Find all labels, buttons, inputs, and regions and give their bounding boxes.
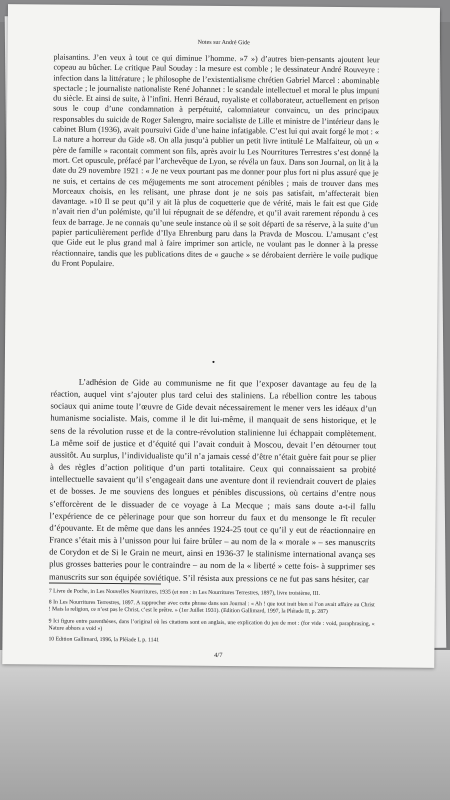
document-page — [2, 4, 440, 668]
paragraph-1-text: plaisantins. J’en veux à tout ce qui diminue l’homme. »7 ») d’autres bien-pensants ajoutent leur copeau au bûcher. Le critique Paul Souday : la mesure est comble ; le dessinateur André Rouveyre : infection dans la littérature ; le philosophe de l’existentialisme chrétien Gabriel Marcel : abominable spectacle ; le journaliste nationaliste René Johannet : le scandale intellectuel et moral le plus impuni du siècle. Et ainsi de suite, à l’infini. Henri Béraud, royaliste et collaborateur, actuellement en prison sous le coup d’une condamnation à perpétuité, calomniateur convaincu, un des principaux responsables du suicide de Roger Salengro, maire socialiste de Lille et ministre de l’intérieur dans le cabinet Blum (1936), avait poursuivi Gide d’une haine infatigable. C’est lui qui avait forgé le mot : « La nature a horreur du Gide »8. On alla jusqu’à publier un petit livre intitulé Le Malfaiteur, où un « père de famille » racontait comment son fils, après avoir lu Les Nourritures Terrestres s’est donné la mort. Cet opuscule, préfacé par l’archevêque de Lyon, se révéla un faux. Dans son Journal, on lit à la date du 29 novembre 1921 : « Je ne veux pourtant pas me donner pour plus fort ni plus assuré que je ne suis, et certains de ces méjugements me sont atrocement pénibles ; mais de trouver dans mes Morceaux choisis, en les relisant, une phrase dont je ne sois pas satisfait, m’affecterait bien davantage. »10 Il se peut qu’il y ait là plus de coquetterie que de vérité, mais le fait est que Gide n’avait rien d’un polémiste, qu’il lui répugnait de se défendre, et qu’il avait rarement répondu à ces feux de barrage. Je ne connais qu’une seule instance où il se soit départi de sa réserve, à la suite d’un papier particulièrement perfide d’Ilya Ehrenburg paru dans la Pravda de Moscou. L’amusant c’est que Gide eut le plus grand mal à faire imprimer son article, ne voulant pas le donner à la presse réactionnaire, tandis que les publications dites de « gauche » se dérobaient derrière le voile pudique du Front Populaire. — [51, 52, 380, 268]
paragraph-2 — [49, 376, 377, 585]
section-separator: • — [211, 356, 216, 367]
footnote-9: 9 Ici figure entre parenthèses, dans l’original où les citations sont en anglais, une explication du jeu de mot : (for vide : void, paraphrasing, « Nature abhors a void ») — [48, 618, 375, 632]
running-header: Notes sur André Gide — [197, 39, 250, 47]
desk-surface — [0, 650, 450, 800]
footnote-8: 8 In Les Nourritures Terrestres, 1897. A rapprocher avec cette phrase dans son Journal : « Ah ! que tout irait bien si l’on avait affaire au Christ ! Mais la religion, ce n’est pas le Christ, c’est le prêtre. » (1er Juillet 1931). (Edition Gallimard, 1997, la Pléiade II, p. 287) — [48, 599, 375, 616]
paragraph-2-text: L’adhésion de Gide au communisme ne fit que l’exposer davantage au feu de la réaction, auquel vint s’ajouter plus tard celui des staliniens. La rébellion contre les tabous sociaux qui anime toute l’œuvre de Gide devait nécessairement le mener vers les idéaux d’un humanisme socialiste. Mais, comme il le dit lui-même, il manquait de sens historique, et le sens de la révolution russe et de la contre-révolution stalinienne lui échappait complètement. La même soif de justice et d’équité qui l’avait conduit à Moscou, devait l’en détourner tout aussitôt. Au surplus, l’individualiste qu’il n’a jamais cessé d’être n’était guère fait pour se plier à des règles d’action politique d’un parti totalitaire. Ceux qui connaissaient sa probité intellectuelle savaient qu’il s’engageait dans une aventure dont il reviendrait couvert de plaies et de bosses. Je me souviens des longues et pénibles discussions, où certains d’entre nous s’efforcèrent de le dissuader de ce voyage à La Mecque ; mais sans doute a-t-il fallu l’expérience de ce pèlerinage pour que son horreur du faux et du mensonge le fît reculer d’épouvante. Et de même que dans les années 1924-25 tout ce qu’il y eut de réactionnaire en France s’était mis à l’unisson pour lui faire brûler – au nom de la « morale » – ses manuscrits de Corydon et de Si le Grain ne meurt, ainsi en 1936-37 le stalinisme international avança ses plus grosses batteries pour le contraindre – au nom de la « liberté » cette fois- à supprimer ses manuscrits sur son équipée soviétique. S’il résista aux pressions ce ne fut pas sans hésiter, car — [48, 376, 377, 584]
page-number: 4/7 — [214, 651, 223, 660]
footnote-10: 10 Edition Gallimard, 1996, la Pléiade I, p. 1141 — [48, 636, 160, 644]
footnote-7: 7 Livre de Poche, in Les Nouvelles Nourritures, 1935 (et non : in Les Nourritures Terrestres, 1897), livre troisième, III. — [48, 588, 320, 597]
footnotes — [48, 588, 375, 650]
paragraph-1 — [52, 53, 380, 272]
footnote-rule — [49, 582, 161, 584]
